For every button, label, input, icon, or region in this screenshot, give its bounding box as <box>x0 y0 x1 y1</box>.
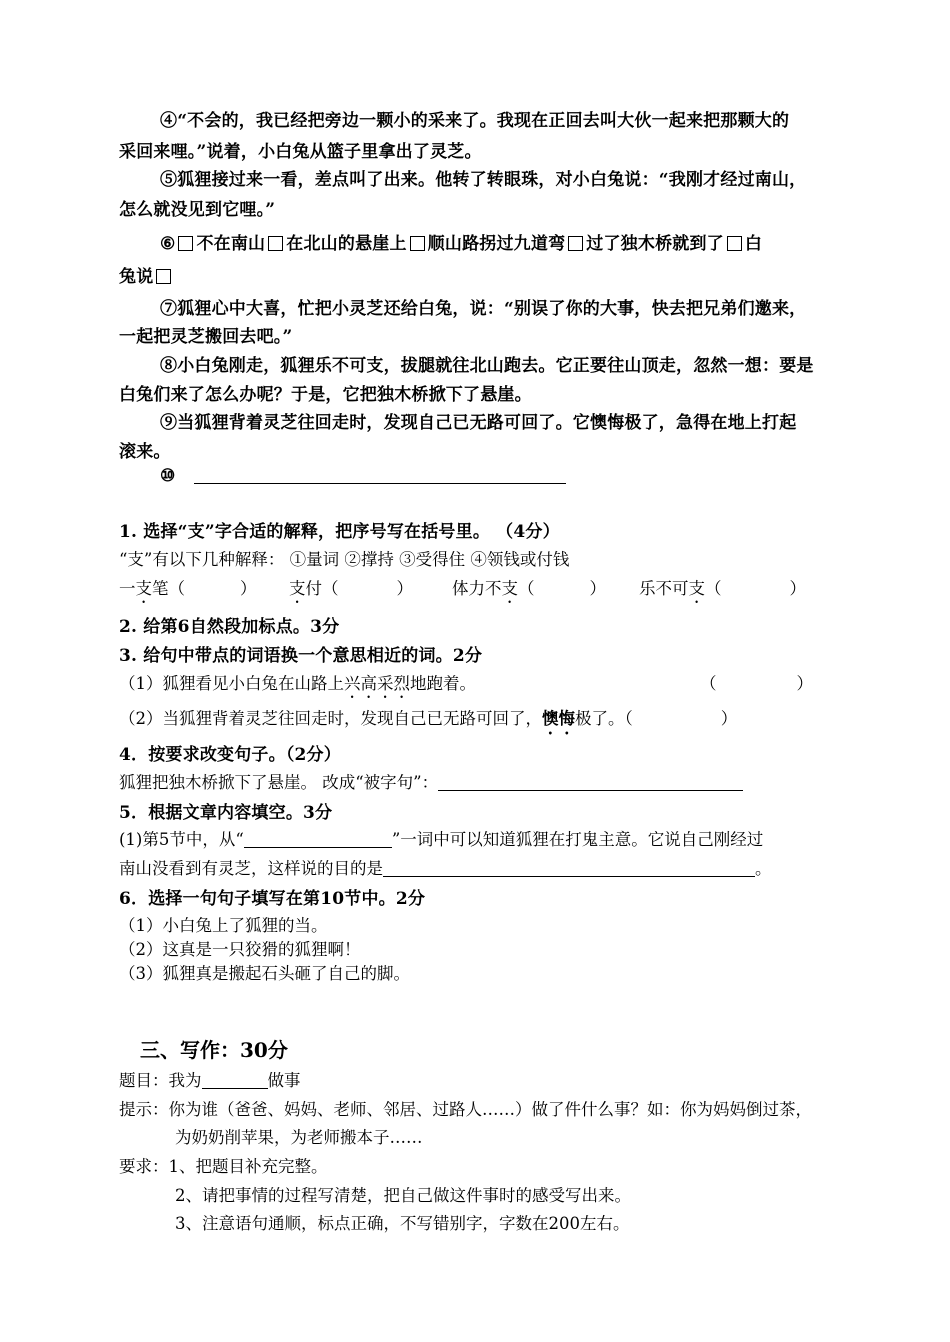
punctuation-box[interactable] <box>156 269 171 284</box>
q5-text: 南山没看到有灵芝，这样说的目的是 <box>119 859 383 878</box>
para-6-number: ⑥ <box>160 234 176 254</box>
para-10-line <box>160 466 566 486</box>
q6-option-2[interactable]: （2）这真是一只狡猾的狐狸啊！ <box>119 940 361 959</box>
q5-text: (1)第5节中，从“ <box>119 830 244 849</box>
q4-answer-blank[interactable] <box>438 790 743 791</box>
writing-heading-text: 三、写作：30分 <box>140 1038 288 1062</box>
para-4-line-2: 采回来哩。”说着，小白兔从篮子里拿出了灵芝。 <box>119 142 482 162</box>
q5-blank-2[interactable] <box>383 876 755 877</box>
paren-close: ） <box>589 579 606 598</box>
punctuation-box[interactable] <box>568 236 583 251</box>
para-6-text: 兔说 <box>119 267 154 287</box>
para-5-line-1: ⑤狐狸接过来一看，差点叫了出来。他转了转眼珠，对小白兔说：“我刚才经过南山， <box>160 170 807 190</box>
q1-dotted-char: 支 <box>688 579 705 598</box>
q3-dotted-word: 懊悔 <box>542 709 575 728</box>
writing-heading <box>140 1034 288 1063</box>
q3-item-1 <box>119 670 476 702</box>
q1-dotted-char: 支 <box>135 579 152 598</box>
topic-text: 题目：我为 <box>119 1071 202 1090</box>
writing-requirement-1: 要求：1、把题目补充完整。 <box>119 1157 328 1176</box>
q1-item-text: 笔（ <box>152 579 185 598</box>
q6-option-3[interactable]: （3）狐狸真是搬起石头砸了自己的脚。 <box>119 964 410 983</box>
para-10-answer-blank[interactable] <box>194 483 566 484</box>
q6-option-1[interactable]: （1）小白兔上了狐狸的当。 <box>119 916 328 935</box>
q1-item-text: （ <box>705 579 722 598</box>
para-10-number: ⑩ <box>160 466 176 486</box>
para-6-line-2 <box>119 262 174 287</box>
para-8-line-2: 白兔们来了怎么办呢？于是，它把独木桥掀下了悬崖。 <box>119 385 532 405</box>
q1-item-text: （ <box>518 579 535 598</box>
q3-text: （1）狐狸看见小白兔在山路上 <box>119 674 344 693</box>
q1-item <box>639 575 806 607</box>
para-7-line-1: ⑦狐狸心中大喜，忙把小灵芝还给白兔，说：“别误了你的大事，快去把兄弟们邀来， <box>160 299 807 319</box>
q6-title: 6．选择一句句子填写在第10节中。2分 <box>119 889 426 909</box>
q5-title: 5．根据文章内容填空。3分 <box>119 803 333 823</box>
q5-blank-1[interactable] <box>244 847 392 848</box>
q1-dotted-char: 支 <box>289 579 306 598</box>
para-6-text: 在北山的悬崖上 <box>286 234 407 254</box>
writing-hint-line-1: 提示：你为谁（爸爸、妈妈、老师、邻居、过路人……）做了件什么事？如：你为妈妈倒过茶， <box>119 1100 812 1119</box>
para-9-line-2: 滚来。 <box>119 442 171 462</box>
writing-requirement-2: 2、请把事情的过程写清楚，把自己做这件事时的感受写出来。 <box>175 1186 631 1205</box>
q1-item-text: 乐不可 <box>639 579 689 598</box>
q5-text: 。 <box>755 859 772 878</box>
para-8-line-1: ⑧小白兔刚走，狐狸乐不可支，拔腿就往北山跑去。它正要往山顶走，忽然一想：要是 <box>160 356 814 376</box>
q4-line <box>119 769 743 793</box>
q3-text: 地跑着。 <box>410 674 476 693</box>
para-4-line-1: ④“不会的，我已经把旁边一颗小的采来了。我现在正回去叫大伙一起来把那颗大的 <box>160 111 790 131</box>
paren-close: ） <box>720 709 738 728</box>
q1-dotted-char: 支 <box>501 579 518 598</box>
q4-text: 狐狸把独木桥掀下了悬崖。 改成“被字句”： <box>119 773 439 792</box>
punctuation-box[interactable] <box>410 236 425 251</box>
paren-close: ） <box>789 579 806 598</box>
q1-item <box>119 575 257 607</box>
paren-open: （ <box>700 674 717 693</box>
para-6-text: 白 <box>744 234 763 254</box>
para-6-text: 过了独木桥就到了 <box>586 234 724 254</box>
q1-item <box>289 575 413 607</box>
q1-item-text: 体力不 <box>452 579 502 598</box>
q3-title: 3. 给句中带点的词语换一个意思相近的词。2分 <box>119 646 483 666</box>
para-6-line-1 <box>160 229 762 254</box>
paren-close: ） <box>240 579 257 598</box>
punctuation-box[interactable] <box>268 236 283 251</box>
para-9-line-1: ⑨当狐狸背着灵芝往回走时，发现自己已无路可回了。它懊悔极了，急得在地上打起 <box>160 413 797 433</box>
writing-topic <box>119 1067 301 1091</box>
paren-close: ） <box>396 579 413 598</box>
para-6-text: 顺山路拐过九道弯 <box>427 234 566 254</box>
q1-item-text: 付（ <box>305 579 339 598</box>
q1-title: 1. 选择“支”字合适的解释，把序号写在括号里。 （4分） <box>119 522 560 542</box>
q1-item-text: 一 <box>119 579 136 598</box>
q3-dotted-word: 兴高采烈 <box>344 674 410 693</box>
q5-text: ”一词中可以知道狐狸在打鬼主意。它说自己刚经过 <box>391 830 764 849</box>
paren-close: ） <box>796 674 813 693</box>
writing-requirement-3: 3、注意语句通顺，标点正确，不写错别字，字数在200左右。 <box>175 1214 630 1233</box>
para-5-line-2: 怎么就没见到它哩。” <box>119 200 276 220</box>
q3-item-1-answer[interactable] <box>700 670 813 694</box>
punctuation-box[interactable] <box>178 236 193 251</box>
q1-item <box>452 575 606 607</box>
q5-line-1 <box>119 826 763 850</box>
q3-text: 极了。（ <box>575 709 633 728</box>
q3-text: （2）当狐狸背着灵芝往回走时，发现自己已无路可回了， <box>119 709 542 728</box>
para-6-text: 不在南山 <box>196 234 266 254</box>
para-7-line-2: 一起把灵芝搬回去吧。” <box>119 327 293 347</box>
topic-blank[interactable] <box>202 1088 268 1089</box>
q5-line-2 <box>119 855 772 879</box>
q2-title: 2. 给第6自然段加标点。3分 <box>119 617 340 637</box>
q4-title: 4．按要求改变句子。（2分） <box>119 745 341 765</box>
topic-text: 做事 <box>267 1071 301 1090</box>
q1-options: “支”有以下几种解释： ①量词 ②撑持 ③受得住 ④领钱或付钱 <box>119 550 570 569</box>
writing-hint-line-2: 为奶奶削苹果，为老师搬本子…… <box>175 1128 423 1147</box>
q3-item-2 <box>119 705 737 738</box>
punctuation-box[interactable] <box>727 236 742 251</box>
